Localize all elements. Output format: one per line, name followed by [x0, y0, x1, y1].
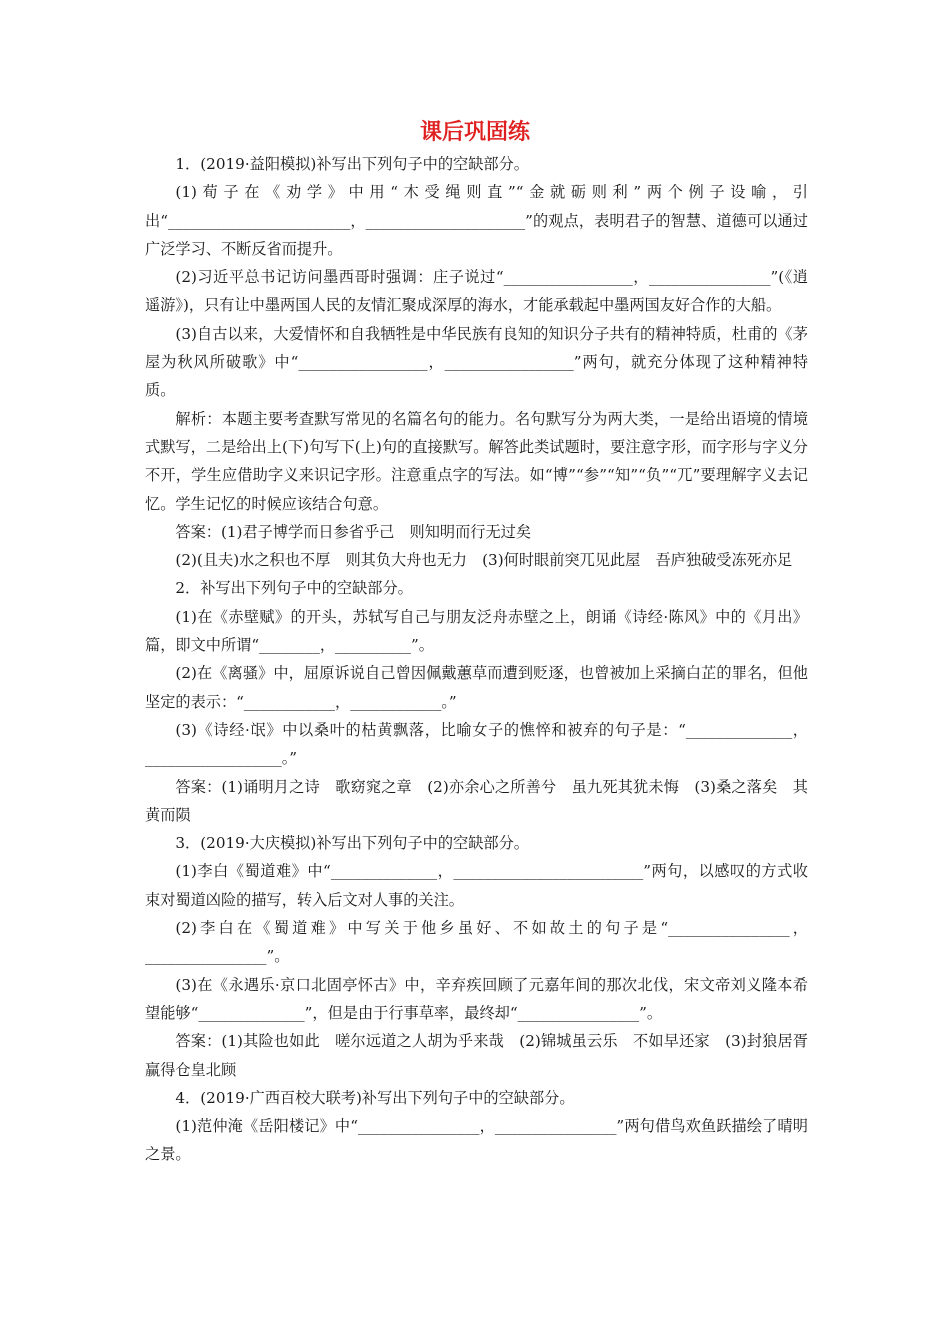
document-body	[145, 150, 824, 1169]
question-3-stem: 3．(2019·大庆模拟)补写出下列句子中的空缺部分。	[175, 834, 529, 853]
question-1-answer: 答案：(1)君子博学而日参省乎己 则知明而行无过矣	[175, 522, 532, 541]
question-2-stem: 2．补写出下列句子中的空缺部分。	[175, 579, 413, 598]
question-1-item-2: (2)习近平总书记访问墨西哥时强调：庄子说过“_________________，________________”(《逍遥游》)，只有让中墨两国人民的友情汇聚成深厚的海水，才能承载起中墨两国友好合作的大船。	[145, 268, 808, 315]
question-4-stem: 4．(2019·广西百校大联考)补写出下列句子中的空缺部分。	[175, 1088, 575, 1107]
page-title: 课后巩固练	[419, 120, 530, 145]
question-3-item-3: (3)在《永遇乐·京口北固亭怀古》中，辛弃疾回顾了元嘉年间的那次北伐，宋文帝刘义隆本希望能够“______________”，但是由于行事草率，最终却“________________”。	[145, 975, 808, 1022]
question-2-item-2: (2)在《离骚》中，屈原诉说自己曾因佩戴蕙草而遭到贬逐，也曾被加上采摘白芷的罪名，但他坚定的表示：“____________，____________。”	[145, 664, 808, 711]
question-2-answer: 答案：(1)诵明月之诗 歌窈窕之章 (2)亦余心之所善兮 虽九死其犹未悔 (3)桑之落矣 其黄而陨	[145, 777, 808, 824]
question-2-item-3: (3)《诗经·氓》中以桑叶的枯黄飘落，比喻女子的憔悴和被弃的句子是：“______________，__________________。”	[145, 720, 808, 768]
question-3-answer: 答案：(1)其险也如此 嗟尔远道之人胡为乎来哉 (2)锦城虽云乐 不如早还家 (3)封狼居胥 赢得仓皇北顾	[145, 1032, 824, 1079]
question-2-item-1: (1)在《赤壁赋》的开头，苏轼写自己与朋友泛舟赤壁之上，朗诵《诗经·陈风》中的《月出》篇，即文中所谓“________，__________”。	[145, 607, 808, 655]
question-1-answer-cont: (2)(且夫)水之积也不厚 则其负大舟也无力 (3)何时眼前突兀见此屋 吾庐独破受冻死亦足	[175, 551, 793, 570]
question-3-item-2: (2)李白在《蜀道难》中写关于他乡虽好、不如故土的句子是“________________，________________”。	[145, 919, 808, 966]
question-1-analysis: 解析：本题主要考查默写常见的名篇名句的能力。名句默写分为两大类，一是给出语境的情境式默写，二是给出上(下)句写下(上)句的直接默写。解答此类试题时，要注意字形，而字形与字义分不开，学生应借助字义来识记字形。注意重点字的写法。如“博”“参”“知”“负”“兀”要理解字义去记忆。学生记忆的时候应该结合句意。	[145, 409, 808, 513]
question-1-stem: 1．(2019·益阳模拟)补写出下列句子中的空缺部分。	[175, 155, 529, 173]
question-3-item-1: (1)李白《蜀道难》中“______________，_________________________”两句，以感叹的方式收束对蜀道凶险的描写，转入后文对人事的关注。	[145, 862, 808, 909]
question-4-item-1: (1)范仲淹《岳阳楼记》中“________________，________________”两句借鸟欢鱼跃描绘了晴明之景。	[145, 1117, 808, 1164]
question-1-item-1: (1)荀子在《劝学》中用“木受绳则直”“金就砺则利”两个例子设喻，引出“________________________，_____________________”的观点，表明君子的智慧、道德可以通过广泛学习、不断反省而提升。	[145, 183, 808, 258]
question-1-item-3: (3)自古以来，大爱情怀和自我牺牲是中华民族有良知的知识分子共有的精神特质，杜甫的《茅屋为秋风所破歌》中“_________________，_________________”两句，就充分体现了这种精神特质。	[145, 324, 808, 400]
